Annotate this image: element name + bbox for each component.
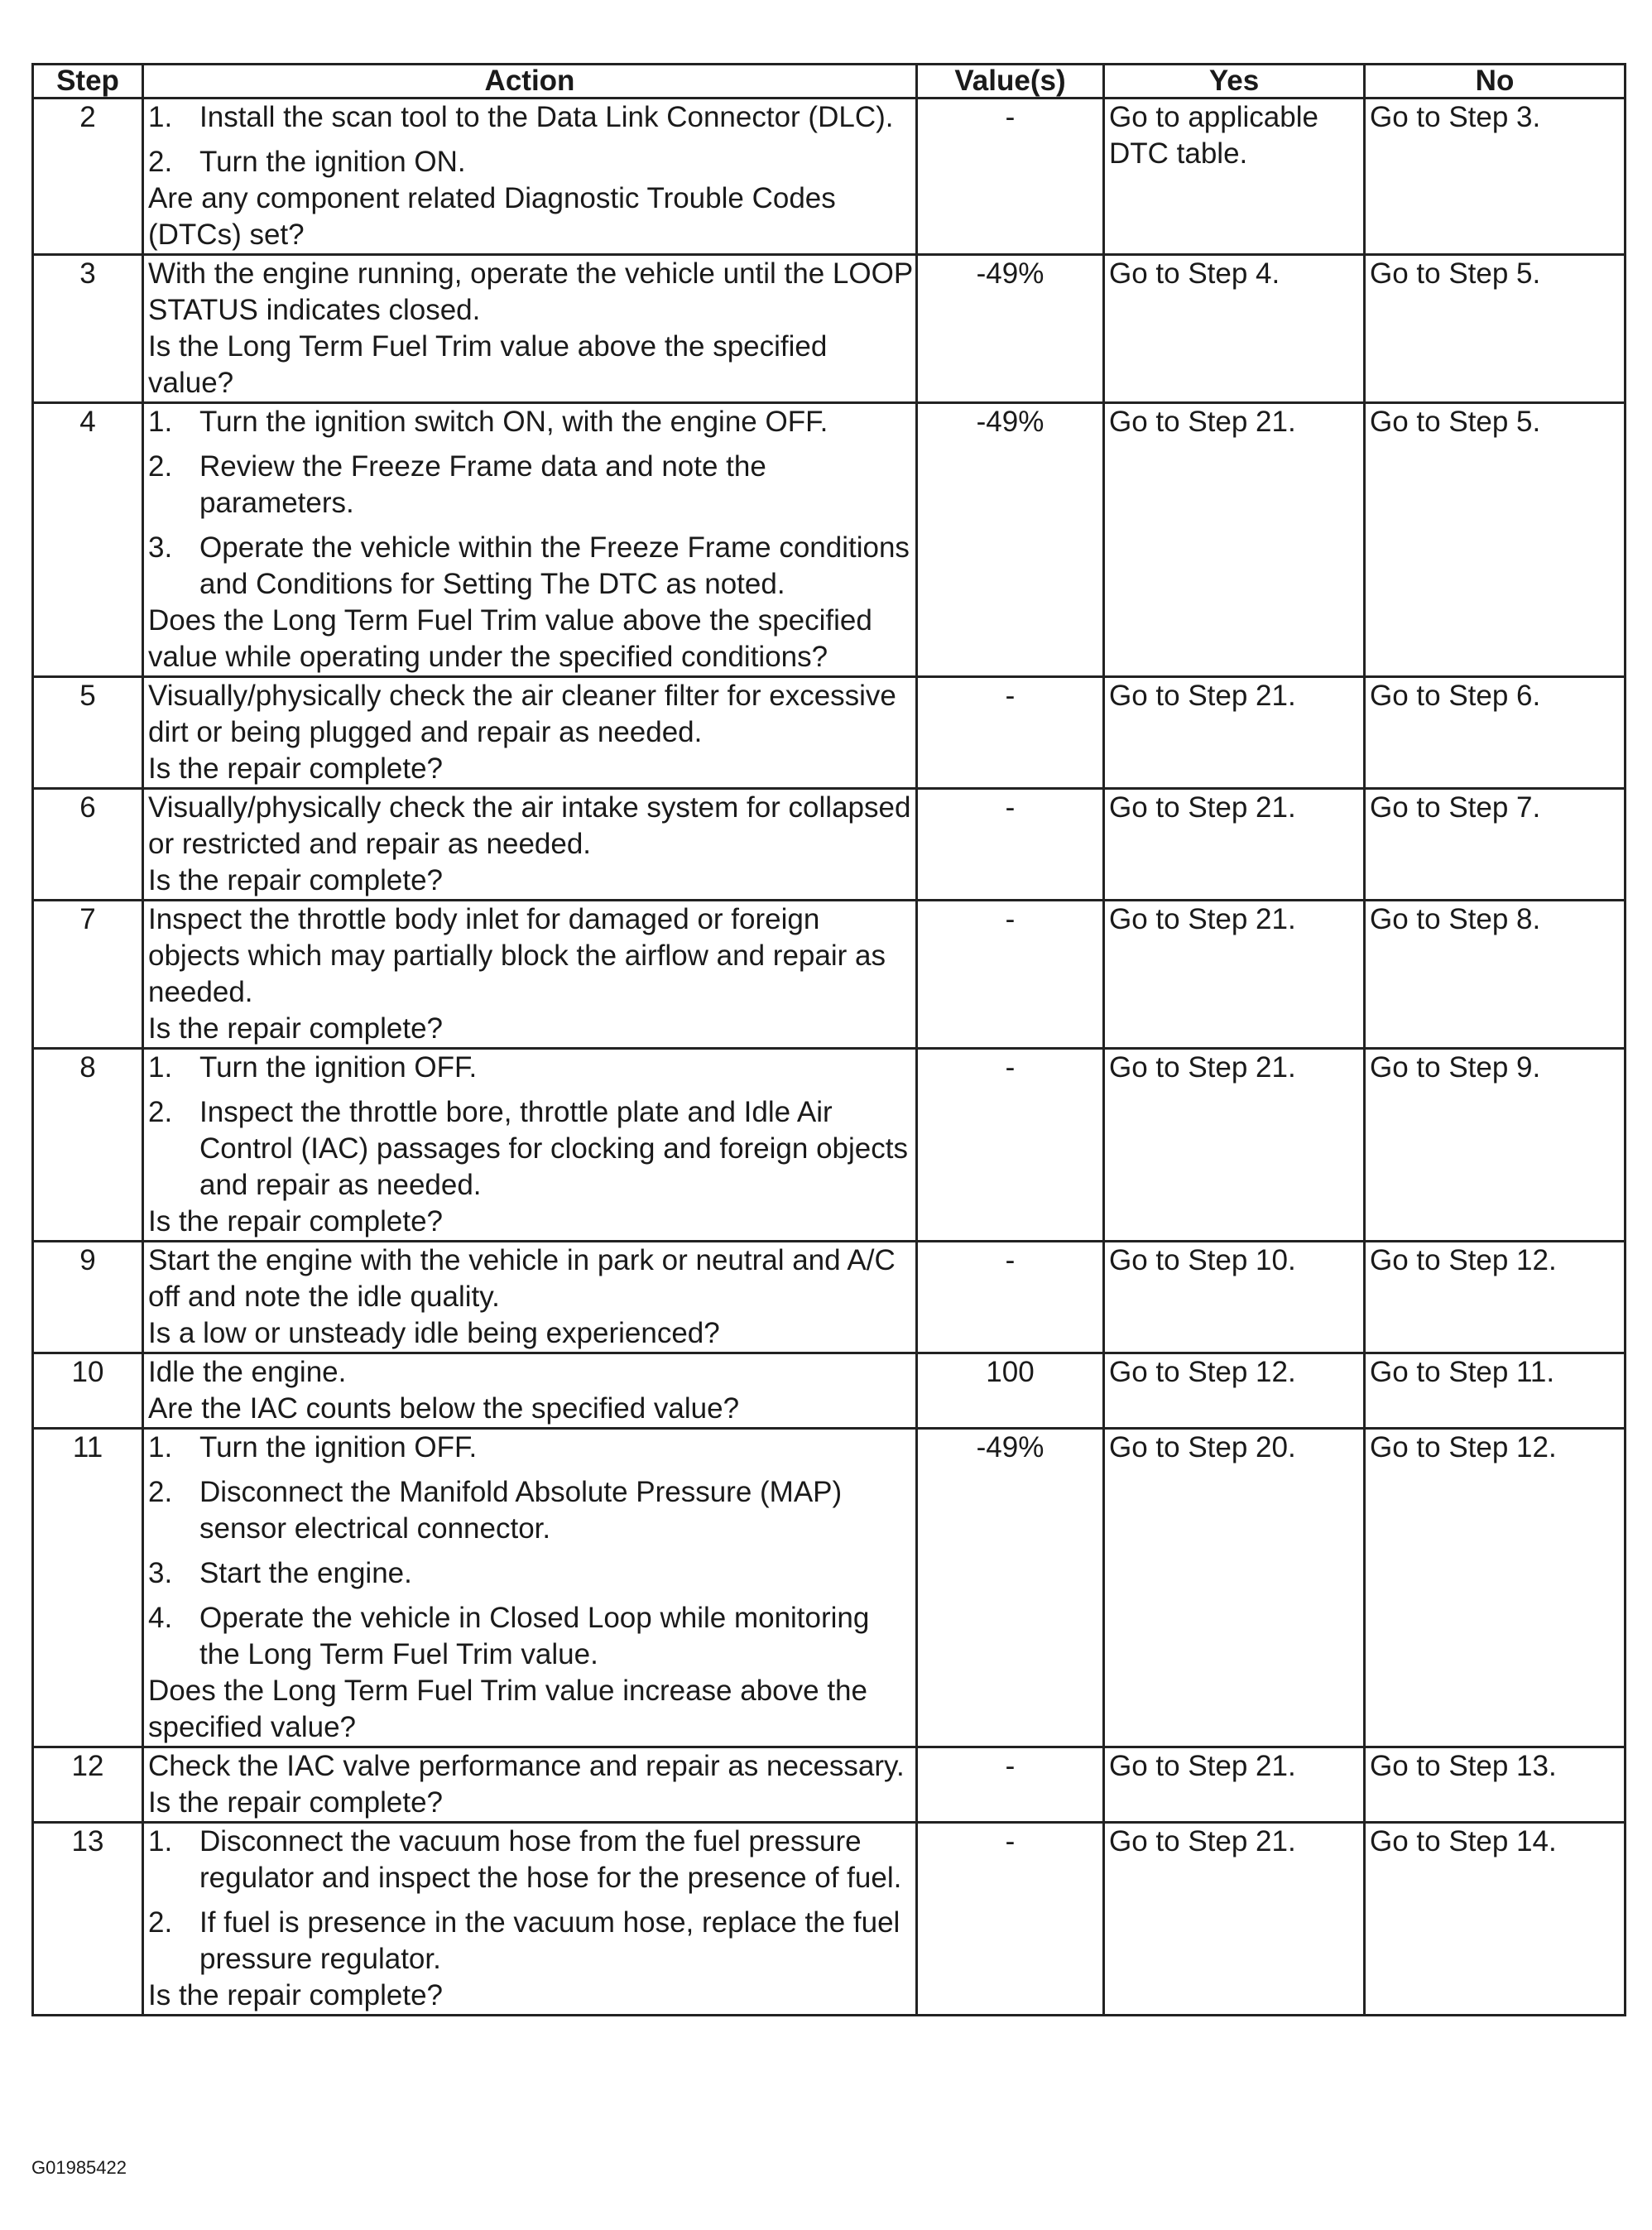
- step-number: 2: [33, 99, 143, 255]
- step-number: 9: [33, 1242, 143, 1353]
- table-row: [33, 901, 1626, 1049]
- action-question: Is the repair complete?: [148, 1786, 444, 1819]
- value-cell: -: [917, 99, 1104, 255]
- value-cell: -: [917, 1823, 1104, 2016]
- value-cell: -49%: [917, 1429, 1104, 1747]
- item-text: Disconnect the Manifold Absolute Pressure (MAP) sensor electrical connector.: [199, 1476, 843, 1545]
- step-number: 13: [33, 1823, 143, 2016]
- no-cell: Go to Step 9.: [1365, 1049, 1626, 1242]
- action-step-item: [148, 1050, 915, 1086]
- step-number: 12: [33, 1747, 143, 1823]
- action-step-item: [148, 1600, 915, 1673]
- action-steps-list: [148, 99, 915, 180]
- yes-cell: Go to Step 21.: [1104, 677, 1365, 789]
- table-row: [33, 255, 1626, 403]
- step-number: 3: [33, 255, 143, 403]
- item-number: 4.: [148, 1602, 173, 1634]
- table-row: [33, 1823, 1626, 2016]
- value-cell: -: [917, 789, 1104, 901]
- step-number: 5: [33, 677, 143, 789]
- action-question: Is the Long Term Fuel Trim value above the specified value?: [148, 330, 828, 399]
- action-question: Is a low or unsteady idle being experienced?: [148, 1317, 720, 1349]
- yes-cell: Go to Step 21.: [1104, 789, 1365, 901]
- action-step-item: [148, 404, 915, 440]
- item-text: Turn the ignition OFF.: [199, 1051, 478, 1084]
- item-text: Turn the ignition switch ON, with the engine OFF.: [199, 406, 828, 438]
- action-question: Is the repair complete?: [148, 1979, 444, 2011]
- no-cell: Go to Step 11.: [1365, 1353, 1626, 1429]
- table-row: [33, 403, 1626, 677]
- action-cell: [143, 1823, 917, 2016]
- value-cell: -49%: [917, 403, 1104, 677]
- yes-cell: Go to Step 20.: [1104, 1429, 1365, 1747]
- action-text: Visually/physically check the air intake system for collapsed or restricted and repair as needed.: [148, 791, 911, 860]
- no-cell: Go to Step 5.: [1365, 255, 1626, 403]
- item-number: 2.: [148, 1476, 173, 1508]
- action-cell: [143, 1747, 917, 1823]
- table-row: [33, 789, 1626, 901]
- table-row: [33, 1353, 1626, 1429]
- yes-cell: Go to Step 12.: [1104, 1353, 1365, 1429]
- no-cell: Go to Step 14.: [1365, 1823, 1626, 2016]
- action-cell: [143, 1429, 917, 1747]
- step-number: 4: [33, 403, 143, 677]
- item-number: 1.: [148, 1825, 173, 1858]
- no-cell: Go to Step 12.: [1365, 1242, 1626, 1353]
- action-step-item: [148, 1094, 915, 1204]
- action-question: Are the IAC counts below the specified value?: [148, 1392, 740, 1425]
- no-cell: Go to Step 6.: [1365, 677, 1626, 789]
- action-step-item: [148, 1430, 915, 1466]
- diagnostic-table: [31, 63, 1626, 2016]
- step-number: 8: [33, 1049, 143, 1242]
- action-step-item: [148, 1474, 915, 1547]
- yes-cell: Go to Step 21.: [1104, 403, 1365, 677]
- item-text: Turn the ignition ON.: [199, 146, 466, 178]
- yes-cell: Go to Step 4.: [1104, 255, 1365, 403]
- item-number: 2.: [148, 450, 173, 483]
- item-number: 1.: [148, 406, 173, 438]
- no-cell: Go to Step 12.: [1365, 1429, 1626, 1747]
- action-cell: [143, 1242, 917, 1353]
- header-step: Step: [33, 65, 143, 99]
- item-text: Review the Freeze Frame data and note the parameters.: [199, 450, 766, 519]
- step-number: 11: [33, 1429, 143, 1747]
- action-question: Are any component related Diagnostic Trouble Codes (DTCs) set?: [148, 182, 836, 251]
- table-row: [33, 1242, 1626, 1353]
- table-row: [33, 677, 1626, 789]
- value-cell: -: [917, 1049, 1104, 1242]
- action-cell: [143, 255, 917, 403]
- action-question: Does the Long Term Fuel Trim value increase above the specified value?: [148, 1675, 867, 1743]
- item-text: If fuel is presence in the vacuum hose, replace the fuel pressure regulator.: [199, 1906, 900, 1975]
- action-cell: [143, 1049, 917, 1242]
- item-number: 2.: [148, 146, 173, 178]
- action-cell: [143, 1353, 917, 1429]
- no-cell: Go to Step 5.: [1365, 403, 1626, 677]
- header-no: No: [1365, 65, 1626, 99]
- yes-cell: Go to Step 10.: [1104, 1242, 1365, 1353]
- item-number: 1.: [148, 1051, 173, 1084]
- no-cell: Go to Step 8.: [1365, 901, 1626, 1049]
- yes-cell: Go to applicable DTC table.: [1104, 99, 1365, 255]
- action-step-item: [148, 449, 915, 521]
- action-cell: [143, 789, 917, 901]
- no-cell: Go to Step 7.: [1365, 789, 1626, 901]
- item-text: Disconnect the vacuum hose from the fuel pressure regulator and inspect the hose for the presence of fuel.: [199, 1825, 902, 1894]
- header-value: Value(s): [917, 65, 1104, 99]
- action-question: Does the Long Term Fuel Trim value above the specified value while operating under the specified conditions?: [148, 604, 872, 673]
- action-text: Idle the engine.: [148, 1356, 347, 1388]
- table-row: [33, 99, 1626, 255]
- diagnostic-table-sheet: [31, 63, 1624, 2016]
- action-question: Is the repair complete?: [148, 864, 444, 896]
- action-text: With the engine running, operate the vehicle until the LOOP STATUS indicates closed.: [148, 257, 913, 326]
- item-text: Operate the vehicle in Closed Loop while monitoring the Long Term Fuel Trim value.: [199, 1602, 870, 1670]
- yes-cell: Go to Step 21.: [1104, 1823, 1365, 2016]
- action-question: Is the repair complete?: [148, 1205, 444, 1238]
- table-header-row: [33, 65, 1626, 99]
- item-number: 1.: [148, 101, 173, 133]
- value-cell: 100: [917, 1353, 1104, 1429]
- action-step-item: [148, 1555, 915, 1592]
- item-number: 3.: [148, 1557, 173, 1589]
- action-step-item: [148, 530, 915, 603]
- yes-cell: Go to Step 21.: [1104, 901, 1365, 1049]
- item-number: 2.: [148, 1906, 173, 1939]
- action-cell: [143, 403, 917, 677]
- header-yes: Yes: [1104, 65, 1365, 99]
- item-text: Turn the ignition OFF.: [199, 1431, 478, 1463]
- no-cell: Go to Step 3.: [1365, 99, 1626, 255]
- step-number: 10: [33, 1353, 143, 1429]
- step-number: 6: [33, 789, 143, 901]
- value-cell: -: [917, 677, 1104, 789]
- table-row: [33, 1429, 1626, 1747]
- table-row: [33, 1049, 1626, 1242]
- action-text: Visually/physically check the air cleaner filter for excessive dirt or being plugged and repair as needed.: [148, 680, 896, 748]
- value-cell: -: [917, 1242, 1104, 1353]
- item-text: Inspect the throttle bore, throttle plate and Idle Air Control (IAC) passages for clocking and foreign objects and repair as needed.: [199, 1096, 908, 1201]
- action-steps-list: [148, 1824, 915, 1978]
- action-question: Is the repair complete?: [148, 752, 444, 785]
- table-body: [33, 99, 1626, 2016]
- item-text: Operate the vehicle within the Freeze Frame conditions and Conditions for Setting The DTC as noted.: [199, 531, 910, 600]
- value-cell: -: [917, 1747, 1104, 1823]
- table-row: [33, 1747, 1626, 1823]
- step-number: 7: [33, 901, 143, 1049]
- action-step-item: [148, 99, 915, 136]
- action-text: Check the IAC valve performance and repair as necessary.: [148, 1750, 905, 1782]
- yes-cell: Go to Step 21.: [1104, 1049, 1365, 1242]
- action-step-item: [148, 1824, 915, 1896]
- value-cell: -: [917, 901, 1104, 1049]
- item-text: Install the scan tool to the Data Link Connector (DLC).: [199, 101, 894, 133]
- item-text: Start the engine.: [199, 1557, 412, 1589]
- header-action: Action: [143, 65, 917, 99]
- action-cell: [143, 99, 917, 255]
- action-cell: [143, 901, 917, 1049]
- action-steps-list: [148, 404, 915, 603]
- item-number: 3.: [148, 531, 173, 564]
- item-number: 2.: [148, 1096, 173, 1128]
- value-cell: -49%: [917, 255, 1104, 403]
- action-steps-list: [148, 1050, 915, 1204]
- action-step-item: [148, 1905, 915, 1978]
- no-cell: Go to Step 13.: [1365, 1747, 1626, 1823]
- action-steps-list: [148, 1430, 915, 1673]
- figure-code: G01985422: [31, 2157, 127, 2178]
- action-question: Is the repair complete?: [148, 1012, 444, 1045]
- action-cell: [143, 677, 917, 789]
- action-step-item: [148, 144, 915, 180]
- yes-cell: Go to Step 21.: [1104, 1747, 1365, 1823]
- action-text: Inspect the throttle body inlet for damaged or foreign objects which may partially block the airflow and repair as needed.: [148, 903, 886, 1008]
- item-number: 1.: [148, 1431, 173, 1463]
- action-text: Start the engine with the vehicle in park or neutral and A/C off and note the idle quality.: [148, 1244, 896, 1313]
